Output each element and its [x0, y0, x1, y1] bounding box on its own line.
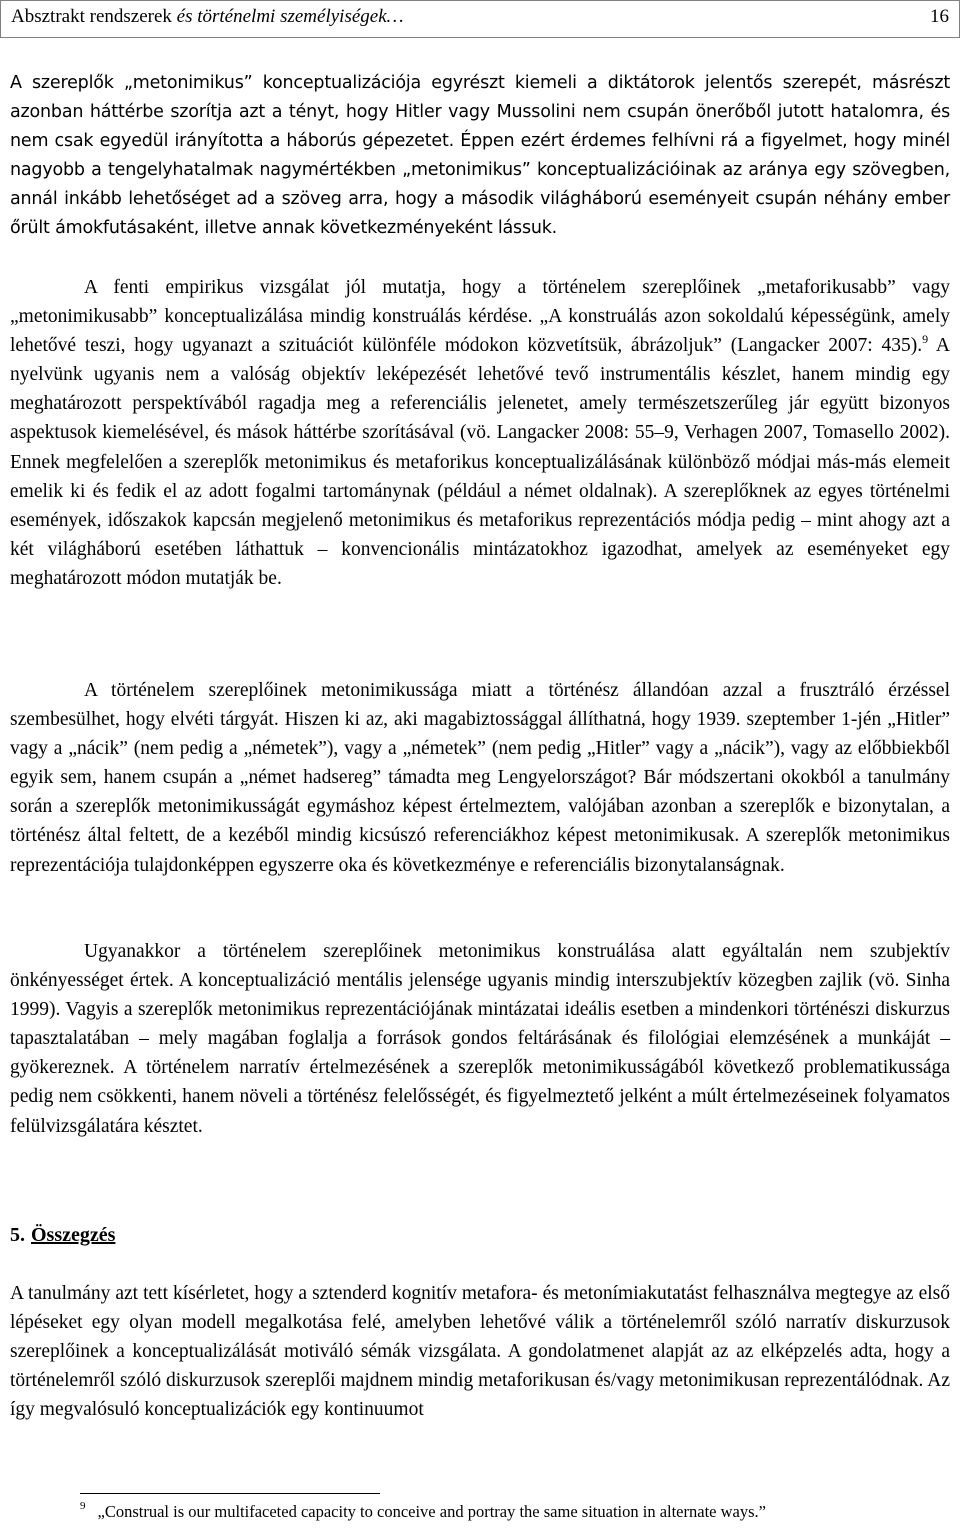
running-title-italic: és történelmi személyiségek…	[176, 6, 404, 27]
footnote	[80, 1500, 950, 1524]
footnote-mark: 9	[80, 1500, 86, 1512]
running-title	[11, 4, 404, 30]
paragraph-2-part-b: A nyelvünk ugyanis nem a valóság objektív leképezését lehetővé tevő instrumentális készlet, hanem mindig egy meghatározott perspektívából ragadja meg a referenciális jelenetet, amely természetszerűleg jár együtt bizonyos aspektusok kiemelésével, és mások háttérbe szorításával (vö. Langacker 2008: 55–9, Verhagen 2007, Tomasello 2002). Ennek megfelelően a szereplők metonimikus és metaforikus konceptualizálásának különböző módjai más-más elemeit emelik ki és fedik el az adott fogalmi tartománynak (például a német oldalnak). A szereplőknek az egyes történelmi események, időszakok kapcsán megjelenő metonimikus és metaforikus reprezentációs módja pedig – mint ahogy azt a két világháború esetében láthattuk – konvencionális mintázatokhoz igazodhat, amelyek az eseményeket egy meghatározott módon mutatják be.	[10, 335, 950, 589]
paragraph-2-part-a: A fenti empirikus vizsgálat jól mutatja, hogy a történelem szereplőinek „metaforikusabb” vagy „metonimikusabb” konceptualizálása mindig konstruálás kérdése. „A konstruálás azon sokoldalú képességünk, amely lehetővé teszi, hogy ugyanazt a szituációt különféle módokon közvetítsük, ábrázoljuk” (Langacker 2007: 435).	[10, 277, 950, 357]
running-header	[0, 0, 960, 38]
section-heading	[10, 1221, 115, 1249]
footnote-reference: 9	[922, 332, 929, 347]
paragraph-4: Ugyanakkor a történelem szereplőinek metonimikus konstruálása alatt egyáltalán nem szubjektív önkényességet értek. A konceptualizáció mentális jelensége ugyanis mindig interszubjektív közegben zajlik (vö. Sinha 1999). Vagyis a szereplők metonimikus reprezentációjának mintázatai ideális esetben a mindenkori történészi diskurzus tapasztalatában – mely magában foglalja a források gondos feltárásának és filológiai elemzésének a munkáját – gyökereznek. A történelem narratív értelmezésének a szereplők metonimikusságából következő problematikussága pedig nem csökkenti, hanem növeli a történész felelősségét, és figyelmeztető jelként a múlt értelmezéseinek folyamatos felülvizsgálatára késztet.	[10, 941, 950, 1137]
paragraph-2	[10, 273, 950, 593]
section-number: 5.	[10, 1224, 25, 1246]
footnote-text: „Construal is our multifaceted capacity to conceive and portray the same situation in alternate ways.”	[97, 1502, 766, 1521]
footnote-separator	[80, 1493, 380, 1494]
paragraph-3: A történelem szereplőinek metonimikussága miatt a történész állandóan azzal a frusztráló érzéssel szembesülhet, hogy elvéti tárgyát. Hiszen ki az, aki magabiztossággal állíthatná, hogy 1939. szeptember 1-jén „Hitler” vagy a „nácik” (nem pedig a „németek”), vagy a „németek” (nem pedig „Hitler” vagy a „nácik”), vagy az előbbiekből egyik sem, hanem csupán a „német hadsereg” támadta meg Lengyelországot? Bár módszertani okokból a tanulmány során a szereplők metonimikusságát egymáshoz képest értelmeztem, valójában azonban a szereplők e bizonytalan, a történész által feltett, de a kezéből mindig kicsúszó referenciákhoz képest metonimikusak. A szereplők metonimikus reprezentációja tulajdonképpen egyszerre oka és következménye e referenciális bizonytalanságnak.	[10, 680, 950, 876]
running-title-plain: Absztrakt rendszerek	[11, 6, 177, 27]
section-title: Összegzés	[31, 1224, 116, 1246]
paragraph-5: A tanulmány azt tett kísérletet, hogy a sztenderd kognitív metafora- és metonímiakutatást felhasználva megtegye az első lépéseket egy olyan modell megalkotása felé, amelyben lehetővé válik a történelemről szóló narratív diskurzusok szereplőinek a konceptualizálását motiváló sémák vizsgálata. A gondolatmenet alapját az az elképzelés adta, hogy a történelemről szóló diskurzusok szereplői majdnem mindig metaforikusan és/vagy metonimikusan reprezentálódnak. Az így megvalósuló konceptualizációk egy kontinuumot	[10, 1283, 950, 1421]
paragraph-1: A szereplők „metonimikus” konceptualizációja egyrészt kiemeli a diktátorok jelentős szerepét, másrészt azonban háttérbe szorítja azt a tényt, hogy Hitler vagy Mussolini nem csupán önerőből jutott hatalomra, és nem csak egyedül irányította a háborús gépezetet. Éppen ezért érdemes felhívni rá a figyelmet, hogy minél nagyobb a tengelyhatalmak nagymértékben „metonimikus” konceptualizációinak az aránya egy szövegben, annál inkább lehetőséget ad a szöveg arra, hogy a második világháború eseményeit csupán néhány ember őrült ámokfutásaként, illetve annak következményeként lássuk.	[10, 73, 950, 239]
page-number: 16	[930, 6, 949, 27]
